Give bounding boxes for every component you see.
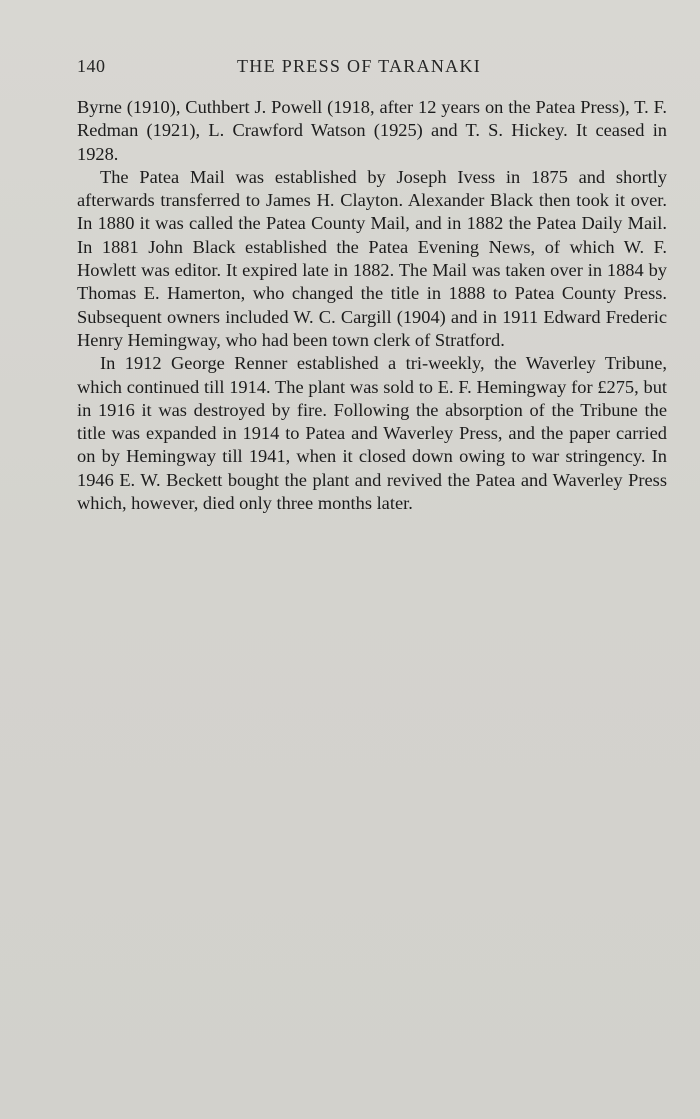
running-title: THE PRESS OF TARANAKI (237, 56, 482, 76)
page-number: 140 (77, 56, 106, 76)
paragraph-continued: Byrne (1910), Cuthbert J. Powell (1918, after 12 years on the Patea Press), T. F. Redman (1921), L. Crawford Watson (1925) and T. S. Hickey. It ceased in 1928. (77, 97, 667, 164)
paragraph-patea-mail: The Patea Mail was established by Joseph Ivess in 1875 and shortly afterwards transferred to James H. Clayton. Alexander Black then took it over. In 1880 it was called the Patea County Mail, and in 1882 the Patea Daily Mail. In 1881 John Black established the Patea Evening News, of which W. F. Howlett was editor. It expired late in 1882. The Mail was taken over in 1884 by Thomas E. Hamerton, who changed the title in 1888 to Patea County Press. Subsequent owners included W. C. Cargill (1904) and in 1911 Edward Frederic Henry Hemingway, who had been town clerk of Stratford. (77, 166, 667, 350)
page-header (77, 56, 667, 80)
paragraph-waverley-tribune: In 1912 George Renner established a tri-weekly, the Waverley Tribune, which continued till 1914. The plant was sold to E. F. Hemingway for £275, but in 1916 it was destroyed by fire. Following the absorption of the Tribune the title was expanded in 1914 to Patea and Waverley Press, and the paper carried on by Hemingway till 1941, when it closed down owing to war stringency. In 1946 E. W. Beckett bought the plant and revived the Patea and Waverley Press which, however, died only three months later. (77, 353, 667, 514)
body-text (77, 96, 667, 515)
